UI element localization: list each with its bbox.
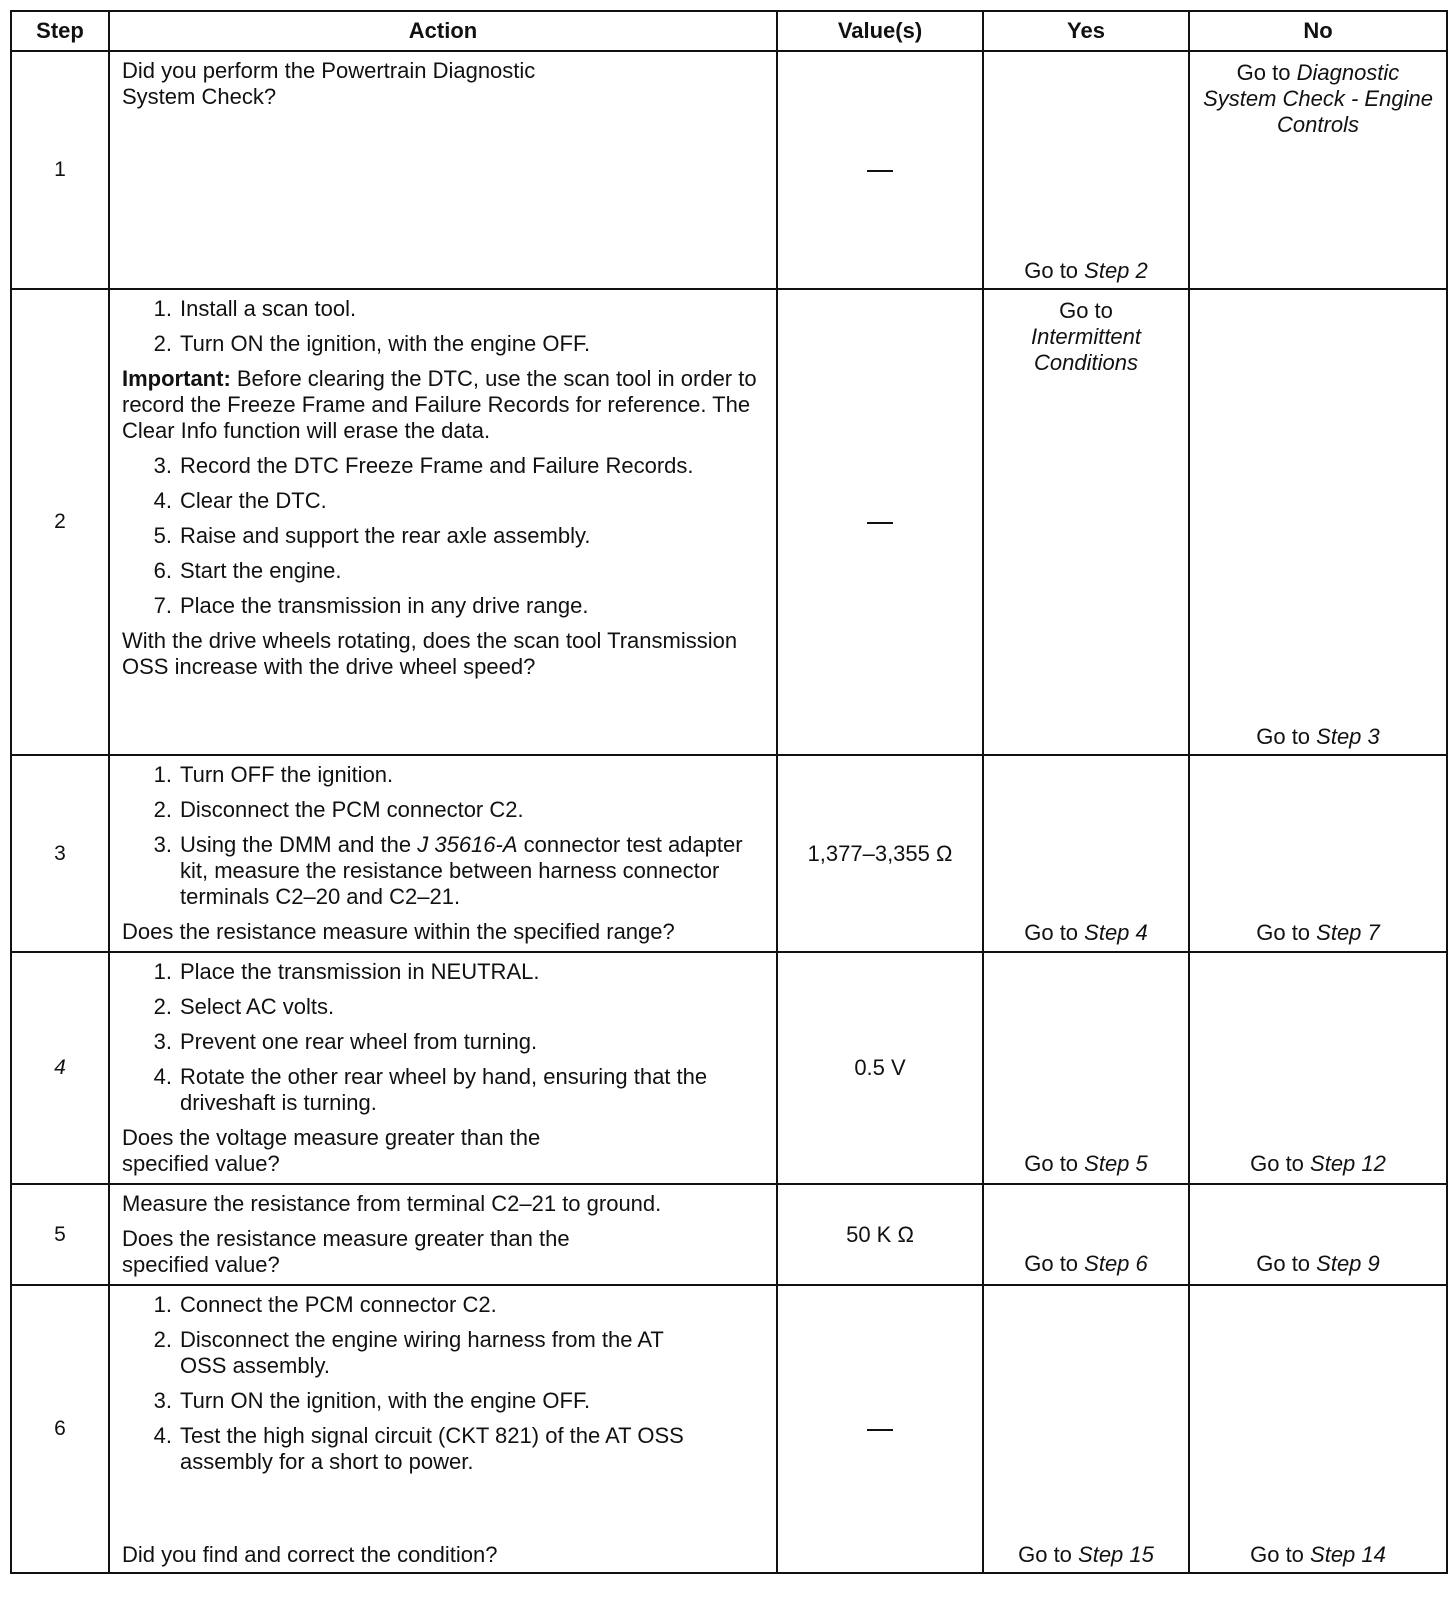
yes-link[interactable] — [1024, 920, 1148, 946]
item-text: Start the engine. — [180, 558, 342, 583]
action-cell — [109, 289, 777, 755]
yes-cell — [983, 51, 1189, 289]
action-cell — [109, 952, 777, 1184]
post-steps-list — [122, 453, 762, 619]
no-link[interactable] — [1256, 724, 1380, 750]
steps-list — [122, 1292, 762, 1475]
list-item — [122, 1327, 762, 1379]
no-link[interactable] — [1256, 1251, 1380, 1277]
value-cell: 0.5 V — [777, 952, 983, 1184]
no-target: Step 7 — [1316, 920, 1380, 945]
action-cell — [109, 755, 777, 952]
no-prefix: Go to — [1250, 1151, 1311, 1176]
yes-target: Step 15 — [1078, 1542, 1154, 1567]
yes-cell — [983, 1285, 1189, 1573]
header-yes: Yes — [983, 11, 1189, 51]
important-label: Important: — [122, 366, 231, 391]
value-cell: 50 K Ω — [777, 1184, 983, 1285]
item-number: 2. — [153, 797, 172, 822]
yes-cell — [983, 755, 1189, 952]
list-item — [122, 593, 762, 619]
step-number: 6 — [11, 1285, 109, 1573]
item-text-pre: Using the DMM and the — [180, 832, 418, 857]
list-item — [122, 1029, 762, 1055]
item-number: 1. — [153, 762, 172, 787]
list-item — [122, 331, 762, 357]
question-text: With the drive wheels rotating, does the scan tool Transmission OSS increase with the drive wheel speed? — [122, 628, 738, 679]
list-item — [122, 1292, 762, 1318]
no-prefix: Go to — [1256, 724, 1317, 749]
step-number: 2 — [11, 289, 109, 755]
yes-target: Step 6 — [1084, 1251, 1148, 1276]
table-row-step-4 — [11, 952, 1447, 1184]
item-number: 3. — [153, 453, 172, 478]
item-number: 2. — [153, 994, 172, 1019]
list-item — [122, 1423, 762, 1475]
yes-target: Step 5 — [1084, 1151, 1148, 1176]
no-target: Step 14 — [1310, 1542, 1386, 1567]
item-text-post: connector test adapter kit, measure the resistance between harness connector terminals C2–20 and C2–21. — [180, 832, 743, 909]
no-link[interactable] — [1250, 1542, 1386, 1568]
item-number: 2. — [153, 1327, 172, 1352]
header-action: Action — [109, 11, 777, 51]
yes-link[interactable] — [1006, 298, 1166, 376]
steps-list — [122, 959, 762, 1116]
dash-mark — [867, 522, 893, 524]
yes-prefix: Go to — [1024, 258, 1085, 283]
header-values: Value(s) — [777, 11, 983, 51]
no-prefix: Go to — [1256, 920, 1317, 945]
question-text: Did you perform the Powertrain Diagnostic System Check? — [122, 58, 536, 109]
list-item — [122, 1064, 762, 1116]
header-no: No — [1189, 11, 1447, 51]
no-cell — [1189, 755, 1447, 952]
item-text: Select AC volts. — [180, 994, 335, 1019]
no-prefix: Go to — [1236, 60, 1297, 85]
item-text: Turn ON the ignition, with the engine OFF. — [180, 331, 591, 356]
action-cell — [109, 1184, 777, 1285]
table-row-step-5 — [11, 1184, 1447, 1285]
item-number: 3. — [153, 832, 172, 857]
no-link[interactable] — [1198, 60, 1438, 138]
item-number: 4. — [153, 1423, 172, 1448]
table-row-step-6 — [11, 1285, 1447, 1573]
yes-cell — [983, 952, 1189, 1184]
item-text — [180, 832, 762, 910]
value-cell: 1,377–3,355 Ω — [777, 755, 983, 952]
value-cell — [777, 289, 983, 755]
list-item — [122, 488, 762, 514]
dash-mark — [867, 170, 893, 172]
yes-prefix: Go to — [1024, 920, 1085, 945]
list-item — [122, 558, 762, 584]
value-cell — [777, 51, 983, 289]
item-number: 6. — [153, 558, 172, 583]
header-row — [11, 11, 1447, 51]
item-text: Record the DTC Freeze Frame and Failure Records. — [180, 453, 694, 478]
no-prefix: Go to — [1256, 1251, 1317, 1276]
item-text: Install a scan tool. — [180, 296, 357, 321]
question-text: Does the resistance measure greater than the specified value? — [122, 1226, 570, 1277]
item-number: 1. — [153, 1292, 172, 1317]
list-item — [122, 1388, 762, 1414]
question-text: Does the resistance measure within the specified range? — [122, 919, 675, 944]
yes-link[interactable] — [1024, 258, 1148, 284]
steps-list — [122, 762, 762, 910]
yes-prefix: Go to — [1024, 1251, 1085, 1276]
table-row-step-1 — [11, 51, 1447, 289]
step-number: 3 — [11, 755, 109, 952]
item-text: Place the transmission in NEUTRAL. — [180, 959, 540, 984]
action-cell — [109, 1285, 777, 1573]
dash-mark — [867, 1429, 893, 1431]
item-number: 4. — [153, 1064, 172, 1089]
item-text: Turn ON the ignition, with the engine OFF. — [180, 1388, 591, 1413]
no-cell — [1189, 1285, 1447, 1573]
step-number: 1 — [11, 51, 109, 289]
item-number: 4. — [153, 488, 172, 513]
item-text: Clear the DTC. — [180, 488, 327, 513]
list-item — [122, 296, 762, 322]
item-number: 3. — [153, 1388, 172, 1413]
item-text: Test the high signal circuit (CKT 821) of the AT OSS assembly for a short to power. — [180, 1423, 684, 1474]
list-item — [122, 762, 762, 788]
table-row-step-3 — [11, 755, 1447, 952]
important-text: Before clearing the DTC, use the scan tool in order to record the Freeze Frame and Failure Records for reference. The Clear Info function will erase the data. — [122, 366, 757, 443]
value-cell — [777, 1285, 983, 1573]
no-link[interactable] — [1250, 1151, 1386, 1177]
item-text: Turn OFF the ignition. — [180, 762, 394, 787]
yes-prefix: Go to — [1018, 1542, 1079, 1567]
no-link[interactable] — [1256, 920, 1380, 946]
item-text: Prevent one rear wheel from turning. — [180, 1029, 538, 1054]
question-text: Did you find and correct the condition? — [122, 1542, 498, 1567]
yes-cell — [983, 1184, 1189, 1285]
yes-prefix: Go to — [1059, 298, 1113, 323]
step-number: 4 — [11, 952, 109, 1184]
table-row-step-2 — [11, 289, 1447, 755]
pre-steps-list — [122, 296, 762, 357]
list-item — [122, 523, 762, 549]
yes-link[interactable] — [1024, 1151, 1148, 1177]
no-target: Step 9 — [1316, 1251, 1380, 1276]
item-text: Disconnect the engine wiring harness from the AT OSS assembly. — [180, 1327, 664, 1378]
instruction-text: Measure the resistance from terminal C2–21 to ground. — [122, 1191, 662, 1216]
list-item — [122, 453, 762, 479]
no-cell — [1189, 1184, 1447, 1285]
list-item — [122, 797, 762, 823]
list-item — [122, 994, 762, 1020]
yes-cell — [983, 289, 1189, 755]
question-text: Does the voltage measure greater than the specified value? — [122, 1125, 541, 1176]
item-number: 7. — [153, 593, 172, 618]
action-cell — [109, 51, 777, 289]
step-number: 5 — [11, 1184, 109, 1285]
item-number: 1. — [153, 959, 172, 984]
no-cell — [1189, 289, 1447, 755]
yes-target: Step 4 — [1084, 920, 1148, 945]
no-cell — [1189, 952, 1447, 1184]
item-text: Rotate the other rear wheel by hand, ensuring that the driveshaft is turning. — [180, 1064, 708, 1115]
header-step: Step — [11, 11, 109, 51]
no-target: Step 3 — [1316, 724, 1380, 749]
item-text: Connect the PCM connector C2. — [180, 1292, 497, 1317]
diagnostic-table — [10, 10, 1448, 1574]
no-target: Diagnostic System Check - Engine Controls — [1203, 60, 1433, 137]
tool-name: J 35616-A — [417, 832, 518, 857]
no-target: Step 12 — [1310, 1151, 1386, 1176]
important-note — [122, 366, 762, 444]
list-item — [122, 959, 762, 985]
item-text: Place the transmission in any drive range. — [180, 593, 589, 618]
yes-link[interactable] — [1018, 1542, 1154, 1568]
yes-link[interactable] — [1024, 1251, 1148, 1277]
no-prefix: Go to — [1250, 1542, 1311, 1567]
list-item — [122, 832, 762, 910]
item-text: Raise and support the rear axle assembly. — [180, 523, 591, 548]
item-number: 3. — [153, 1029, 172, 1054]
item-number: 1. — [153, 296, 172, 321]
yes-target: Step 2 — [1084, 258, 1148, 283]
item-text: Disconnect the PCM connector C2. — [180, 797, 524, 822]
item-number: 5. — [153, 523, 172, 548]
yes-target: Intermittent Conditions — [1030, 324, 1142, 375]
yes-prefix: Go to — [1024, 1151, 1085, 1176]
no-cell — [1189, 51, 1447, 289]
item-number: 2. — [153, 331, 172, 356]
